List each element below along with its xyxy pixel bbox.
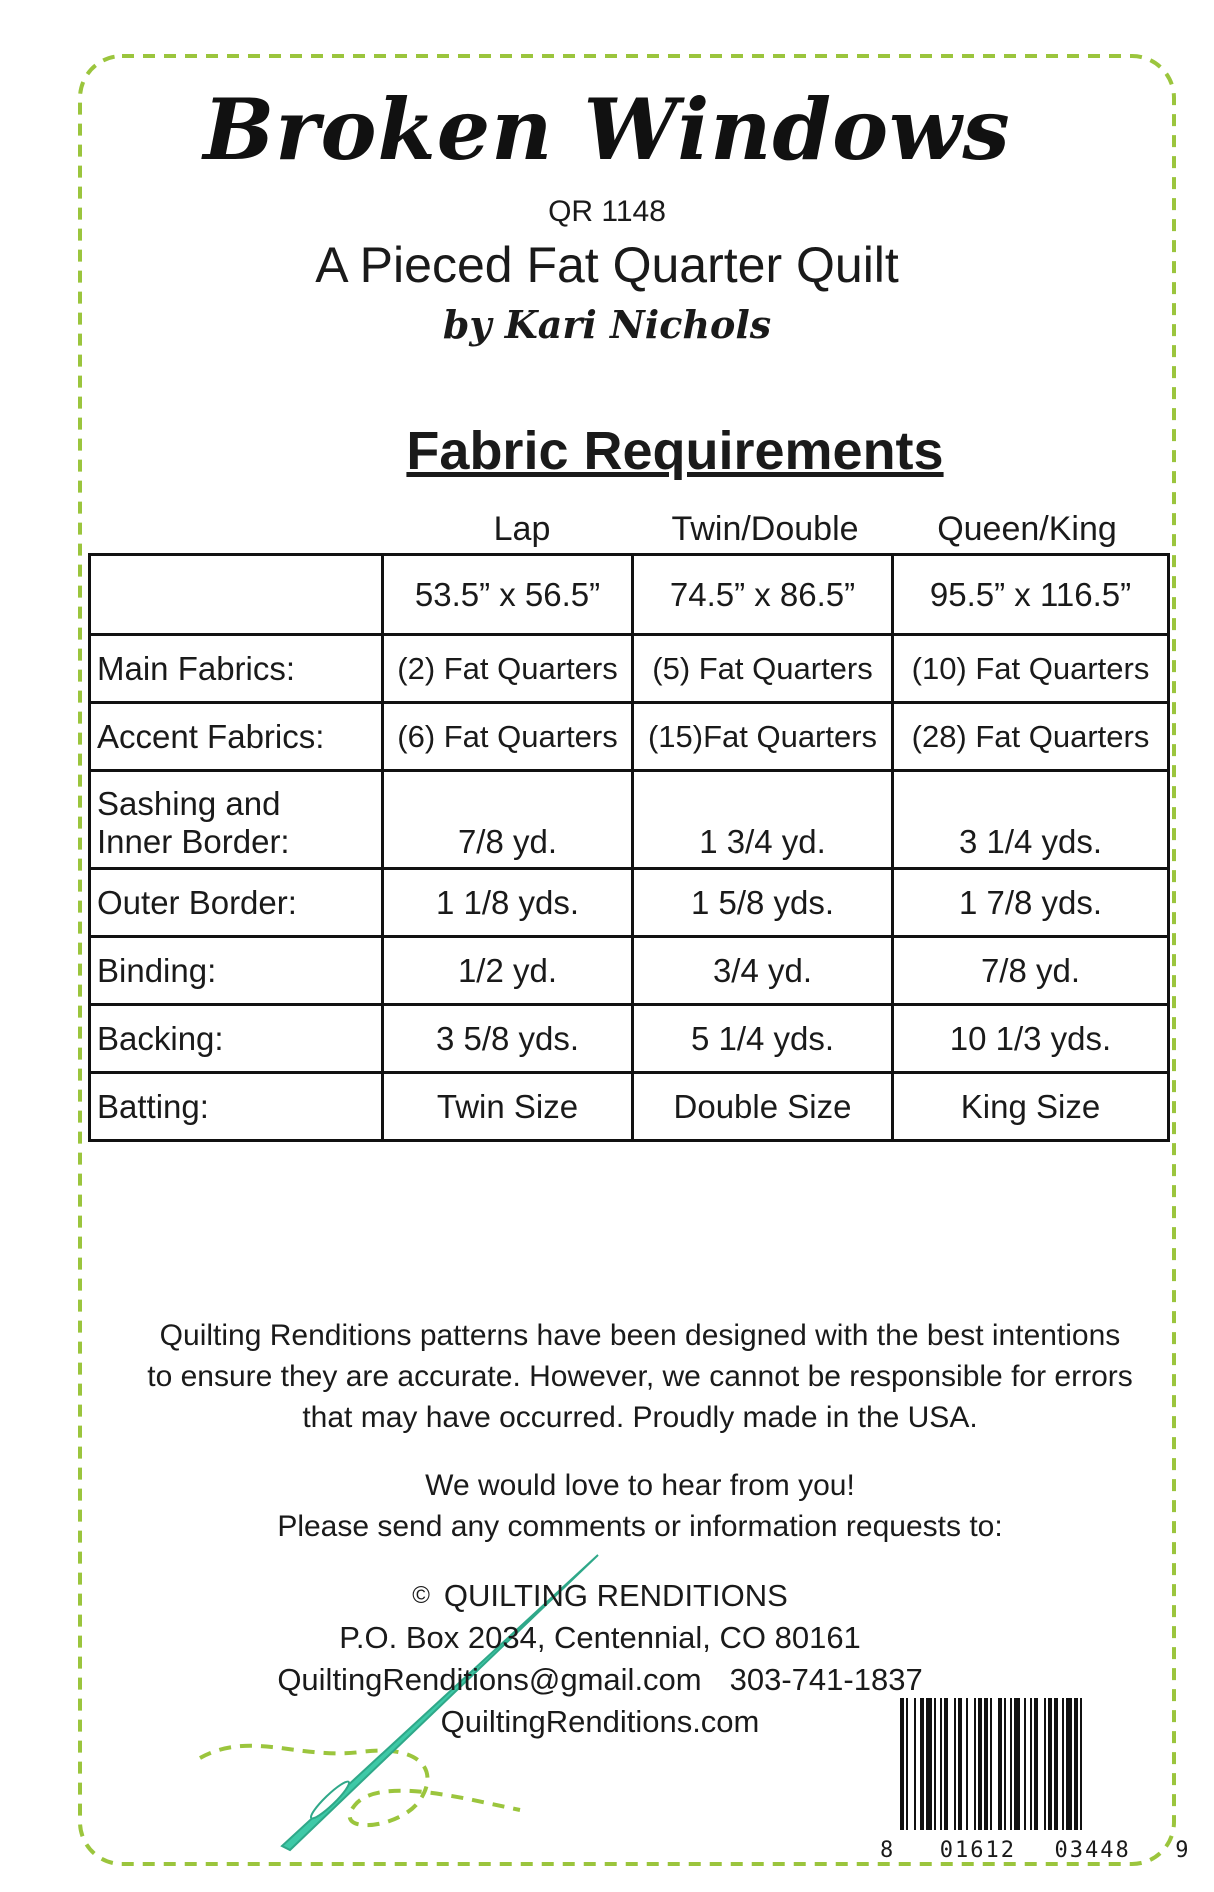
table-cell: 1 1/8 yds. [383,869,633,937]
row-label: Backing: [90,1005,383,1073]
pattern-subtitle: A Pieced Fat Quarter Quilt [315,237,899,293]
barcode-digit-group: 01612 [939,1838,1016,1863]
column-header-twin-double: Twin/Double [671,510,859,548]
contact-intro-line: Please send any comments or information requests to: [277,1510,1003,1543]
pattern-code: QR 1148 [548,195,666,228]
table-row [90,937,1169,1005]
table-cell: 7/8 yd. [893,937,1169,1005]
barcode-bar [906,1698,908,1830]
barcode-digit-group: 8 [880,1838,896,1863]
table-cell: Twin Size [383,1073,633,1141]
barcode-bar [978,1698,982,1830]
barcode-bar [914,1698,916,1830]
table-cell: 3/4 yd. [633,937,893,1005]
row-label: Outer Border: [90,869,383,937]
row-label-line: Inner Border: [97,823,290,860]
barcode-bar [1030,1698,1032,1830]
barcode-bar [900,1698,904,1830]
barcode-bar [1010,1698,1012,1830]
row-label-line: Sashing and [97,785,281,822]
barcode-bar [1014,1698,1020,1830]
company-name: QUILTING RENDITIONS [443,1578,788,1613]
barcode-bar [1004,1698,1006,1830]
table-row [90,1005,1169,1073]
company-name-line [200,1575,1000,1617]
row-label [90,771,383,869]
table-cell: 1 5/8 yds. [633,869,893,937]
row-label: Binding: [90,937,383,1005]
barcode-bar [990,1698,992,1830]
barcode-bar [1054,1698,1058,1830]
barcode-bar [940,1698,942,1830]
fabric-requirements-table [88,553,1170,1142]
table-cell: (6) Fat Quarters [383,703,633,771]
table-row [90,703,1169,771]
barcode-bar [1048,1698,1052,1830]
barcode-digits [880,1838,1190,1863]
company-address: P.O. Box 2034, Centennial, CO 80161 [339,1620,861,1655]
company-website[interactable]: QuiltingRenditions.com [440,1704,760,1739]
contact-intro-line: We would love to hear from you! [425,1469,855,1502]
row-label: Accent Fabrics: [90,703,383,771]
table-cell [90,555,383,635]
table-cell: 53.5” x 56.5” [383,555,633,635]
fabric-requirements-heading: Fabric Requirements [406,421,944,481]
barcode-icon [898,1698,1130,1836]
table-cell: (28) Fat Quarters [893,703,1169,771]
table-cell: (10) Fat Quarters [893,635,1169,703]
table-row [90,869,1169,937]
table-cell: (5) Fat Quarters [633,635,893,703]
company-info [200,1575,1000,1743]
barcode-bar [1044,1698,1046,1830]
table-row [90,635,1169,703]
table-cell: 7/8 yd. [383,771,633,869]
table-cell: 10 1/3 yds. [893,1005,1169,1073]
row-label: Main Fabrics: [90,635,383,703]
barcode-bar [1074,1698,1078,1830]
disclaimer-line: Quilting Renditions patterns have been designed with the best intentions [159,1319,1121,1352]
barcode-digit-group: 9 [1175,1838,1191,1863]
barcode-bar [958,1698,962,1830]
company-contact-line [200,1659,1000,1701]
barcode-bar [1034,1698,1038,1830]
column-header-queen-king: Queen/King [937,510,1117,548]
barcode-bar [1080,1698,1082,1830]
barcode-bar [966,1698,968,1830]
table-row [90,555,1169,635]
barcode-bar [926,1698,932,1830]
row-label: Batting: [90,1073,383,1141]
table-row [90,1073,1169,1141]
table-cell: 1/2 yd. [383,937,633,1005]
barcode-bar [1062,1698,1064,1830]
barcode-bar [998,1698,1002,1830]
barcode-bar [954,1698,956,1830]
table-cell: 1 7/8 yds. [893,869,1169,937]
thread-icon [200,1746,520,1825]
pattern-author: by Kari Nichols [442,302,772,347]
table-cell: (2) Fat Quarters [383,635,633,703]
disclaimer-line: to ensure they are accurate. However, we cannot be responsible for errors [147,1360,1133,1393]
table-cell: 1 3/4 yd. [633,771,893,869]
disclaimer-line: that may have occurred. Proudly made in the USA. [302,1401,978,1434]
column-header-lap: Lap [493,510,551,548]
table-cell: 5 1/4 yds. [633,1005,893,1073]
barcode-bar [984,1698,988,1830]
barcode-bar [934,1698,936,1830]
table-cell: 95.5” x 116.5” [893,555,1169,635]
barcode-bar [944,1698,948,1830]
table-cell: Double Size [633,1073,893,1141]
barcode-bar [1066,1698,1072,1830]
table-cell: King Size [893,1073,1169,1141]
copyright-symbol: © [412,1582,430,1609]
contact-intro [110,1465,1170,1547]
table-cell: 74.5” x 86.5” [633,555,893,635]
disclaimer [110,1315,1170,1438]
barcode-bar [1024,1698,1026,1830]
table-row [90,771,1169,869]
table-cell: 3 5/8 yds. [383,1005,633,1073]
table-cell: 3 1/4 yds. [893,771,1169,869]
company-email[interactable]: QuiltingRenditions@gmail.com [277,1662,702,1697]
company-phone: 303-741-1837 [729,1662,923,1697]
barcode-bar [974,1698,976,1830]
barcode-bar [920,1698,924,1830]
table-cell: (15)Fat Quarters [633,703,893,771]
barcode-digit-group: 03448 [1054,1838,1131,1863]
pattern-title: Broken Windows [203,80,1011,179]
